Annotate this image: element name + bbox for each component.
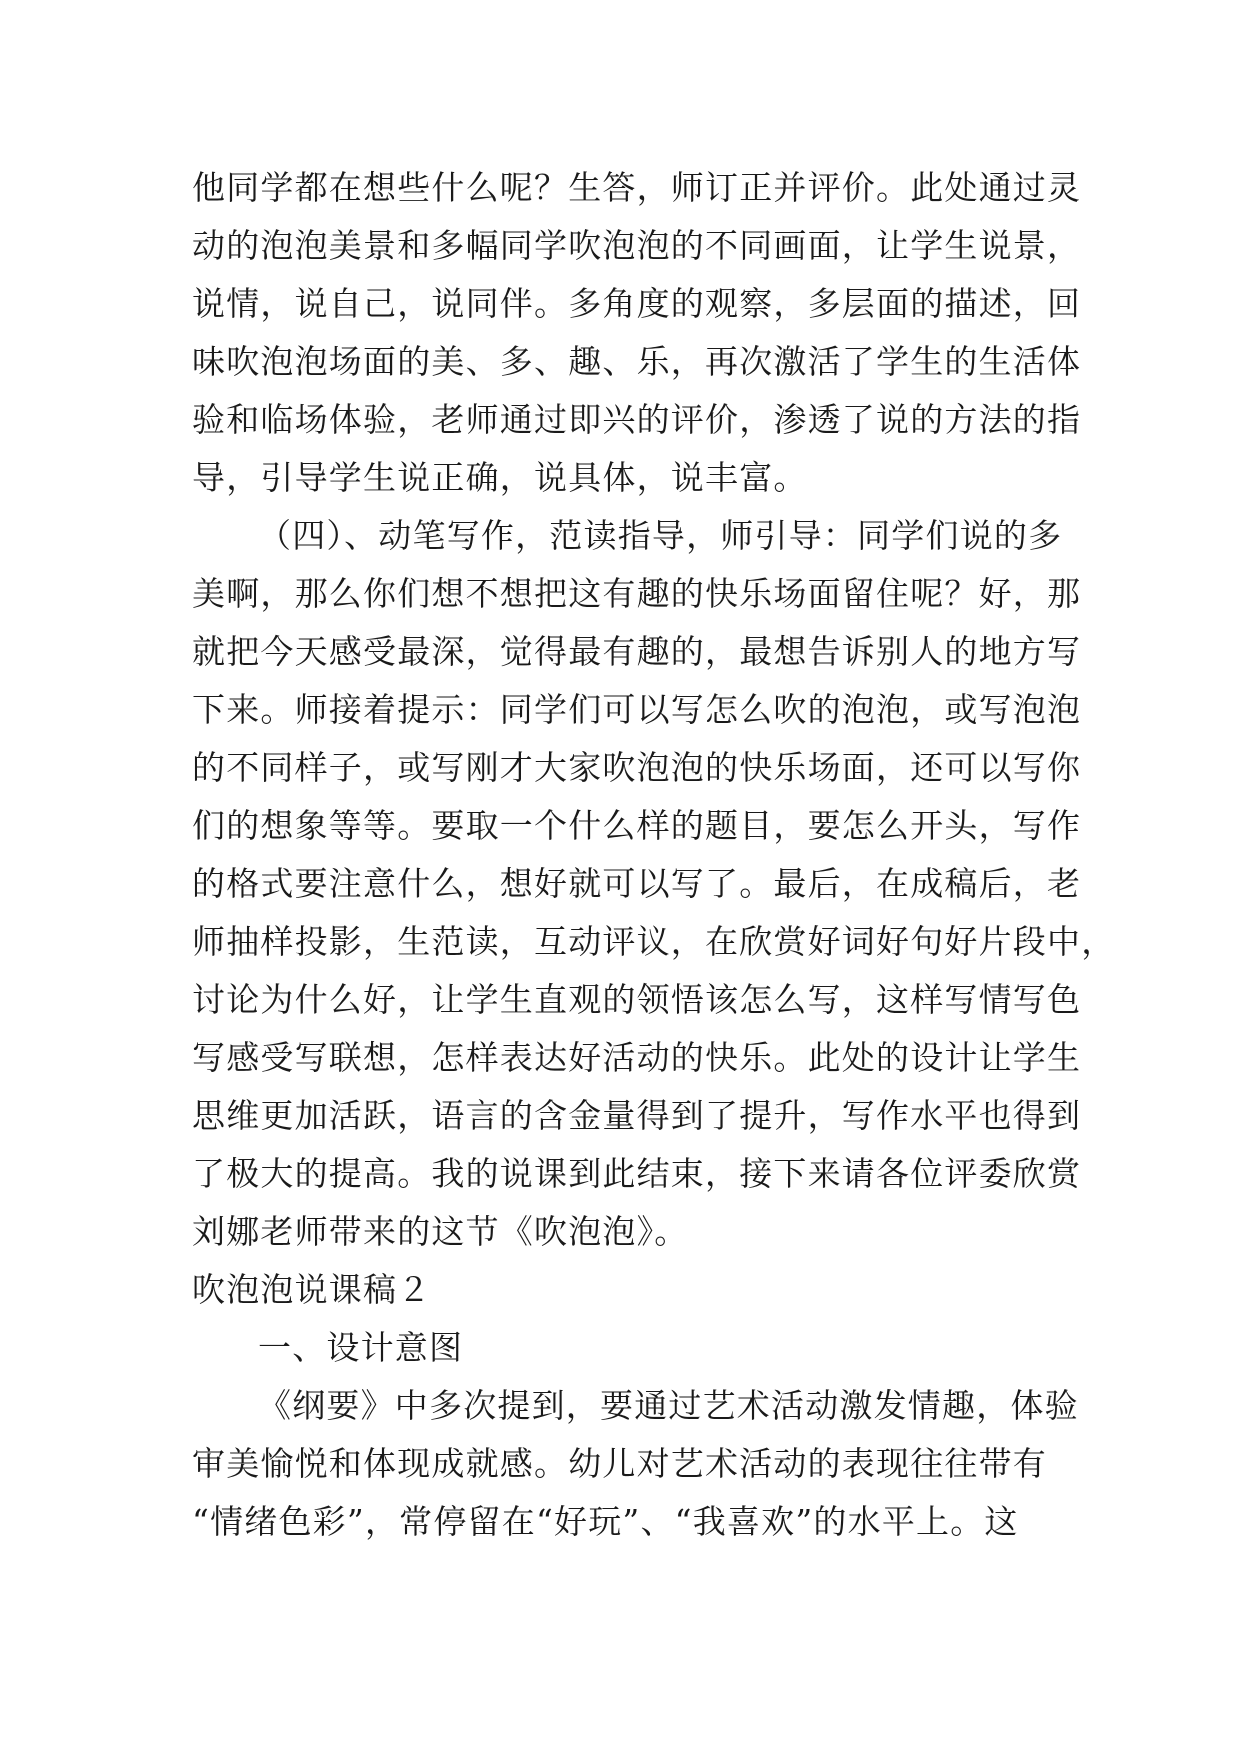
- text-line: 的不同样子，或写刚才大家吹泡泡的快乐场面，还可以写你: [192, 748, 1082, 787]
- text-line: 味吹泡泡场面的美、多、趣、乐，再次激活了学生的生活体: [192, 342, 1082, 381]
- text-line: 审美愉悦和体现成就感。幼儿对艺术活动的表现往往带有: [192, 1444, 1047, 1483]
- text-line: 动的泡泡美景和多幅同学吹泡泡的不同画面，让学生说景，: [192, 226, 1082, 265]
- text-line: 讨论为什么好，让学生直观的领悟该怎么写，这样写情写色: [192, 980, 1082, 1019]
- text-line: 师抽样投影，生范读，互动评议，在欣赏好词好句好片段中，: [192, 922, 1116, 961]
- paragraph-start-line: 《纲要》中多次提到，要通过艺术活动激发情趣，体验: [258, 1386, 1079, 1425]
- text-line: 了极大的提高。我的说课到此结束，接下来请各位评委欣赏: [192, 1154, 1082, 1193]
- text-line: 的格式要注意什么，想好就可以写了。最后，在成稿后，老: [192, 864, 1082, 903]
- text-line: 刘娜老师带来的这节《吹泡泡》。: [192, 1212, 689, 1251]
- text-line: 写感受写联想，怎样表达好活动的快乐。此处的设计让学生: [192, 1038, 1082, 1077]
- paragraph-start-line: （四）、动笔写作，范读指导，师引导：同学们说的多: [258, 516, 1063, 555]
- text-line: 他同学都在想些什么呢？生答，师订正并评价。此处通过灵: [192, 168, 1082, 207]
- text-line: 验和临场体验，老师通过即兴的评价，渗透了说的方法的指: [192, 400, 1082, 439]
- text-line: 就把今天感受最深，觉得最有趣的，最想告诉别人的地方写: [192, 632, 1082, 671]
- text-line: “情绪色彩”，常停留在“好玩”、“我喜欢”的水平上。这: [192, 1502, 1019, 1541]
- subsection-heading: 一、设计意图: [258, 1328, 464, 1367]
- text-line: 导，引导学生说正确，说具体，说丰富。: [192, 458, 808, 497]
- text-line: 下来。师接着提示：同学们可以写怎么吹的泡泡，或写泡泡: [192, 690, 1082, 729]
- section-heading: 吹泡泡说课稿２: [192, 1270, 432, 1309]
- text-line: 思维更加活跃，语言的含金量得到了提升，写作水平也得到: [192, 1096, 1082, 1135]
- text-line: 们的想象等等。要取一个什么样的题目，要怎么开头，写作: [192, 806, 1082, 845]
- text-line: 美啊，那么你们想不想把这有趣的快乐场面留住呢？好，那: [192, 574, 1082, 613]
- text-line: 说情，说自己，说同伴。多角度的观察，多层面的描述，回: [192, 284, 1082, 323]
